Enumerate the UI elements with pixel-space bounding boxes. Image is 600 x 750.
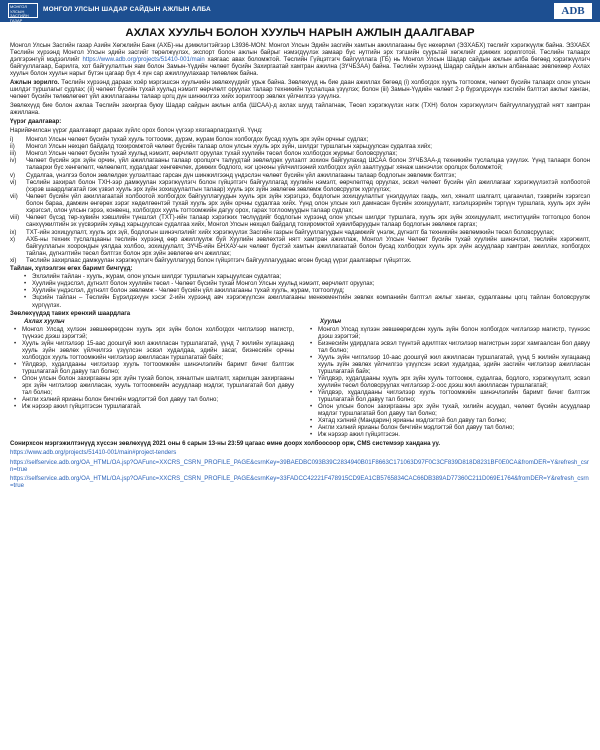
reporting-paragraph: Зөвлөхүүд бие болон ажлаа Төслийн захиргаа буюу Шадар сайдын ажлын алба (ШСАА)-д ахлах шууд тайлагнаж, Төсөл хэрэгжүүлэх нэгж (ТХН) болон хэрэгжүүлэгч байгууллагуудтай нягт хамтран ажиллана. bbox=[10, 102, 590, 117]
requirement-item: • Хууль зүйн чиглэлээр 10-аас доошгүй жил ажилласан туршлагатай, үүнд 5 жилийн хугацаанд хууль зүйн зөвлөх үйлчилгээ үзүүлсэн эсвэл худалдаа, эдийн засгийн чиглэлээр ажилласан туршлагатай байх; bbox=[310, 354, 590, 375]
document-title: АХЛАХ ХУУЛЬЧ БОЛОН ХУУЛЬЧ НАРЫН АЖЛЫН ДААЛГАВАР bbox=[125, 27, 475, 39]
requirement-item: • Монгол Улсад хүлээн зөвшөөрөгдсөн хууль эрх зүйн болон холбогдох чиглэлээр магистр, түүнээс дээш зэрэгтэй; bbox=[14, 326, 294, 340]
task-number: xi) bbox=[10, 257, 17, 265]
task-text: ТХТ-ийн зохицуулалт, хууль эрх зүй, бодлогын шинэчлэлийг хийх хэрэгжүүлэх Засгийн газрын байгууллагуудын чадамжийг үнэлж, дүгнэлт ба техникийн зөвлөмжийн төсөл боловсруулах; bbox=[26, 228, 555, 236]
task-number: x) bbox=[10, 235, 16, 243]
tenders-link[interactable]: https://www.adb.org/projects/51410-001/main#project-tenders bbox=[10, 449, 177, 457]
task-text: Чөлөөт бүсийн үйл ажиллагаатай холбоотой холбогдох байгууллагуудын хууль эрх зүйн хэрэгцээ, бодлогын зохицуулалтыг үнэлдүүлах гаадь, хил, хяналт шалгалт, цагаачлал, тээврийн хэрэгсэл болон бараа, дамжин өнгөрөх зэрэг хөдөлгөөнтэй тухай хууль эрх зүйн орчны судалгаа хийх. Үүнд олон улсын хил дамнасан бүсийн зохицуулалт, хэлэлцээрийн тэргүүн туршлага, хууль эрх зүйн хэрэгсэл, олон улсын гэрээ, конвенц, холбогдох хууль тогтоомжийн дагуу орох, гарах тоглоомуудын талаар судлах; bbox=[26, 193, 590, 215]
task-text: Монгол Улсын чөлөөт бүсийн тухай хуульд нэмэлт, өөрчлөлт оруулах тухай хуулийн төсөл болон холбогдох журмыг боловсруулах; bbox=[26, 150, 398, 158]
requirement-item: • Иж нэрээр ажил гүйцэтгэсэн туршлагатай. bbox=[14, 403, 294, 410]
intro-text: Монгол Улсын Засгийн газар Азийн Хөгжлийн Банк (АХБ)-ны дэмжлэгтэйгээр L3936-MON: Монгол Улсын Эдийн засгийн хамтын ажиллагааны бүс нөхөрлөл (ЭЗХАБХ) төслийг хэрэгжүүлж байна. ЭЗХАБХ Төслийн хүрээнд Монгол Улсын эдийн засгийг төрөлжүүлэх, экспорт болон ажлын байрыг нэмэгдүүлэх замаар бүс нутгийн эрх тэгшийн суурьтай хөгжлийг дэмжих зорилготой. Төслийн талаарх дэлгэрэнгүй мэдээллийг bbox=[10, 42, 590, 64]
task-text: Чөлөөт бүсэд төр-хувийн хэвшлийн түншлэл (ТХТ)-ийн талаар хэрэгжих төслүүдийг бодлогын хүрээнд олон улсын шилдэг туршлага, хууль эрх зүйн зохицуулалт, институцийн тогтолцоо болон санхүүжилтийн эх үүсвэрийн хувьд харьцуулсан судалгаа хийх, Монгол Улсын нөхцөл байдалд тохиромжтой хувилбаруудын талаар бодлогын зөвлөмж гаргах; bbox=[26, 214, 590, 229]
senior-lawyer-title: Ахлах хуульч bbox=[24, 317, 65, 325]
adb-logo: ADB bbox=[554, 3, 592, 19]
csrn-link-lawyer[interactable]: https://selfservice.adb.org/OA_HTML/OA.jsp?OAFunc=XXCRS_CSRN_PROFILE_PAGE&csrnKey=33FADCC42221F478915CD9EA1CB5765834CAC66DB389AD77360C211D069E1764&fromDER=Y&refresh_csrn=true bbox=[10, 474, 589, 489]
task-item bbox=[10, 136, 590, 143]
requirement-item: • Хятад хэлний (Мандарин) ярианы мэдлэгтэй бол давуу тал болно; bbox=[310, 417, 590, 424]
task-number: vii) bbox=[10, 193, 18, 201]
task-item bbox=[10, 193, 590, 214]
task-number: iv) bbox=[10, 157, 17, 165]
requirement-item: • Бизнесийн удирдлага эсвэл түүнтэй адилтгах чиглэлээр магистрын зэрэг хамгаалсан бол давуу тал болно; bbox=[310, 340, 590, 354]
task-text: Төслийн захирлаас дамжуулан хэрэгжүүлэгч байгууллагууд болон гүйцэтгэгч байгууллагуудаас өгсөн бусад үүрэг даалгаврыг гүйцэтгэх. bbox=[26, 257, 412, 265]
requirement-item: • Англи хэлний ярианы болон бичгийн мэдлэгтэй бол давуу тал болно; bbox=[310, 424, 590, 431]
task-item bbox=[10, 172, 590, 179]
requirement-item: • Иж нэрээр ажил гүйцэтгэсэн. bbox=[310, 431, 590, 438]
requirement-item: • Олон улсын болон захиргааны эрх зүйн тухай, хилийн асуудал, чөлөөт бүсийн асуудлаар мэдлэг туршлагатай бол давуу тал болно; bbox=[310, 403, 590, 417]
task-item bbox=[10, 236, 590, 257]
task-item bbox=[10, 229, 590, 236]
emblem-text: МОНГОЛ УЛСЫН ЗАСГИЙН ГАЗАР bbox=[10, 4, 29, 23]
reports-heading: Тайлан, хүлээлгэн өгөх баримт бичгүүд: bbox=[10, 265, 133, 273]
tasks-list bbox=[10, 136, 590, 265]
task-item bbox=[10, 257, 590, 264]
lawyer-requirements bbox=[310, 326, 590, 439]
task-item bbox=[10, 214, 590, 228]
objective-paragraph bbox=[10, 79, 590, 100]
requirement-item: • Хууль зүйн чиглэлээр 15-аас доошгүй жил ажилласан туршлагатай, үүнд 7 жилийн хугацаанд хууль зүйн зөвлөх үйлчилгээ үзүүлсэн эсвэл худалдаа, эдийн засаг, бизнесийн орчны холбогдох хууль тогтоомжийн чиглэлээр ажилласан туршлагатай байх; bbox=[14, 340, 294, 361]
task-item bbox=[10, 150, 590, 157]
task-text: АХБ-ны техник туслалцааны төслийн хүрээнд өөр ажиллуулж буй Хуулийн зөвлөхтэй нягт хамтран ажиллаж, Монгол Улсын Чөлөөт бүсийн тухай хуулийн шинэчлэл, төслийн хэрэгжилт, байгууллагын хоорондын уялдаа холбоо, зохицуулалт, ЗҮЧБ-ийн БНХАУ-ын чөлөөт бүстэй хамтын ажиллагаатай болон бусад холбогдох хууль эрх зүйн асуудлаар хамтран ажиллах, холбогдох тайлан, дүгнэлтийн төсөл бэлтгэх болон эрх зүйн зөвлөгөө өгч ажиллах; bbox=[26, 235, 590, 257]
task-text: Монгол Улсын нөхцөл байдалд тохиромжтой чөлөөт бүсийн талаар олон улсын хууль эрх зүйн, шилдэг туршлагын харьцуулсан судалгаа хийх; bbox=[26, 142, 432, 150]
requirement-item: • Монгол Улсад хүлээн зөвшөөрөгдсөн хууль зүйн болон холбогдох чиглэлээр магистр, түүнээс дээш зэрэгтэй; bbox=[310, 326, 590, 340]
senior-requirements bbox=[14, 326, 294, 411]
lawyer-column bbox=[306, 318, 590, 439]
task-text: Чөлөөт бүсийн эрх зүйн орчин, үйл ажиллагааны талаар оролцогч талуудтай зөвлөлдөх уулзалт зохион байгуулахад ШСАА болон ЗҮЧБЗАА-д техникийн туслалцаа үзүүлэх. Үүнд талаарх болон талаархи бүс хөнгөлөлт, чөлөөлөлт, худалдааг хөнгөвчлөх, дэмжих бодлого, нэг цонхны үйлчилгээний холбогдох зүйл заалтуудыг хянаж шинэчлэх оролцох боломжтой; bbox=[26, 157, 590, 172]
requirement-item: • Англи хэлний ярианы болон бичгийн мэдлэгтэй бол давуу тал болно; bbox=[14, 396, 294, 403]
task-number: viii) bbox=[10, 214, 20, 222]
task-text: Төслийн захирал болон ТХН-ээр дамжуулан хэрэгжүүлэгч болон гүйцэтгэгч байгууллагад хуулийн нэмэлт, өөрчлөлтөд оруулах, эсвэл чөлөөт бүсийн үйл ажиллагааг хэрэгжүүлэхтэй холбоотой (хэрэв шаардлагатай гэж үзвэл хууль эрх зүйн зохицуулалтын талаар) хууль эрх зүйн зөвлөгөө зөвлөмж боловсруулж хүргүүлэх; bbox=[26, 178, 590, 193]
task-item bbox=[10, 143, 590, 150]
task-text: Монгол Улсын чөлөөт бүсийн тухай хууль тогтоомж, дүрэм, журам болон холбогдох бусад хууль эрх зүйн орчныг судлах; bbox=[26, 135, 369, 143]
senior-lawyer-column bbox=[10, 318, 294, 439]
report-item: • Хуулийн үндэслэл, дүгнэлт болон зөвлөмж - Чөлөөт бүсийн үйл ажиллагааны тухай хууль, журам, тогтоолууд; bbox=[24, 287, 590, 294]
lawyer-title: Хуульч bbox=[320, 317, 342, 325]
intro-text-end: хаягаас авах боломжтой. Төслийн Гүйцэтгэгч байгууллага (ГБ) нь Монгол Улсын Шадар сайдын ажлын алба бөгөөд хэрэгжүүлэгч байгууллагаар, Барилга, хот байгуулалтын яам болон Замын-Үүдийн чөлөөт бүсийн Захиргаатай хамтран ажилна (ЗҮЧБЗАА) байна. Төслийн хүрээнд Шадар сайдын ажлын албанааас зөвлөхөөр Ахлах хуульч болон хуульч нарыг бүтэн цагаар бүх 4 хүн сар ажиллуулахаар төлөвлөж байна. bbox=[10, 56, 591, 78]
tasks-intro: Нарийвчилсан үүрэг даалгаварт дараах зүйлс орох болон үүгээр хязгаарлагдахгүй. Үүнд: bbox=[10, 126, 263, 134]
requirement-item: • Үйлдвэр, худалдааны хууль эрх зүйн хууль тогтоомж, судалгаа, бодлого, хэрэгжүүлэлт, эсвэл хуулийн төсөл боловсруулах чиглэлээр 2-оос дээш жил ажилласан туршлагатай; bbox=[310, 375, 590, 389]
task-number: i) bbox=[10, 135, 14, 143]
tasks-heading: Үүрэг даалгавар: bbox=[10, 118, 62, 126]
objective-text: Төслийн хүрээнд дараах хоёр мэргэшсэн хуульчийн зөвлөхүүдийг урьж байна. Зөвлөхүүд нь бие даан ажиллах бөгөөд (i) холбогдох хууль тогтоомж, чөлөөт бүсийн талаарх олон улсын шилдэг туршлагыг судлах; (ii) чөлөөт бүсийн тухай хуульд нэмэлт өөрчлөлт оруулах талаар техникийн туслалцаа үзүүлэх; болон (iii) Замын-Үүдийн чөлөөт 2-р бүрэлдэхүүн хэсгийн бэлтгэл ажлыг ханган, чөлөөт бүсийн төлөвлөгөөт үйл ажиллагааны талаар цогц дүн шинжилгээ хийх зорилгоор зөвлөх үйлчилгээ үзүүлнэ. bbox=[10, 79, 591, 101]
requirement-item: • Үйлдвэр, худалдааны чиглэлээр хууль тогтоомжийн шинэчлэлийн баримт бичиг бэлтгэж туршлагатай бол давуу тал болно; bbox=[14, 361, 294, 375]
task-item bbox=[10, 157, 590, 171]
reports-list bbox=[24, 273, 590, 308]
task-number: v) bbox=[10, 171, 16, 179]
header-bar bbox=[0, 0, 600, 22]
ministry-name: МОНГОЛ УЛСЫН ШАДАР САЙДЫН АЖЛЫН АЛБА bbox=[43, 6, 211, 13]
qualifications-heading: Зөвлөхүүдэд тавих ерөнхий шаардлага bbox=[10, 309, 131, 317]
requirement-item: • Олон улсын болон захиргааны эрх зүйн тухай болон, хяналтын шалгалт, харилцан захиргааны эрх зүйн чиглэлээр ажилласан, хууль тогтоомжийн асуудлаар мэдлэг, туршлагатай бол давуу тал болно; bbox=[14, 375, 294, 396]
requirement-item: • Үйлдвэр, худалдааны чиглэлээр хууль тогтоомжийн шинэчлэлийн баримт бичиг бэлтгэж туршлагатай бол давуу тал болно; bbox=[310, 389, 590, 403]
task-number: vi) bbox=[10, 178, 17, 186]
deadline-notice: Сонирхсон мэргэжилтэнүүд хүссэн зөвлөхүүд 2021 оны 6 сарын 13-ны 23:59 цагаас өмнө доорх холбоосоор орж, CMS системээр хандана уу. bbox=[10, 440, 441, 448]
objective-label: Ажлын зорилго. bbox=[10, 79, 60, 87]
task-number: iii) bbox=[10, 150, 17, 158]
csrn-link-senior[interactable]: https://selfservice.adb.org/OA_HTML/OA.jsp?OAFunc=XXCRS_CSRN_PROFILE_PAGE&csrnKey=39BAEDBC093B39C2834940B01F8663C171063D97F0C3CF839D818D8231BF0E0CA&fromDER=Y&refresh_csrn=true bbox=[10, 458, 589, 473]
report-item: • Эхлэлийн тайлан - хууль, журам, олон улсын шилдэг туршлагын харьцуулсан судалгаа; bbox=[24, 273, 590, 280]
project-link[interactable]: https://www.adb.org/projects/51410-001/main bbox=[82, 56, 205, 64]
intro-paragraph bbox=[10, 42, 590, 77]
task-text: Судалгаа, үнэлгээ болон зөвлөлдөх уулзалтаас гарсан дүн шинжилгээнд үндэслэн чөлөөт бүсийн үйл ажиллагааны талаар бодлогын зөвлөмж бэлтгэх; bbox=[26, 171, 457, 179]
report-item: • Эцсийн тайлан – Төслийн Бүрэлдэхүүн хэсэг 2-ийн хүрээнд авч хэрэгжүүлсэн ажиллагааны менежментийн зөвлөх компанийн бэлтгэл ажлыг хангах, судалгааны цогц тайлан боловсруулж хүргүүлэх. bbox=[24, 294, 590, 308]
report-item: • Хуулийн үндэслэл, дүгнэлт болон хуулийн төсөл - Чөлөөт бүсийн тухай Монгол Улсын хуульд нэмэлт, өөрчлөлт оруулах; bbox=[24, 280, 590, 287]
government-emblem bbox=[8, 3, 38, 23]
task-item bbox=[10, 179, 590, 193]
task-number: ii) bbox=[10, 142, 15, 150]
qualifications-columns bbox=[10, 318, 590, 439]
task-number: ix) bbox=[10, 228, 17, 236]
document-body bbox=[10, 26, 590, 491]
